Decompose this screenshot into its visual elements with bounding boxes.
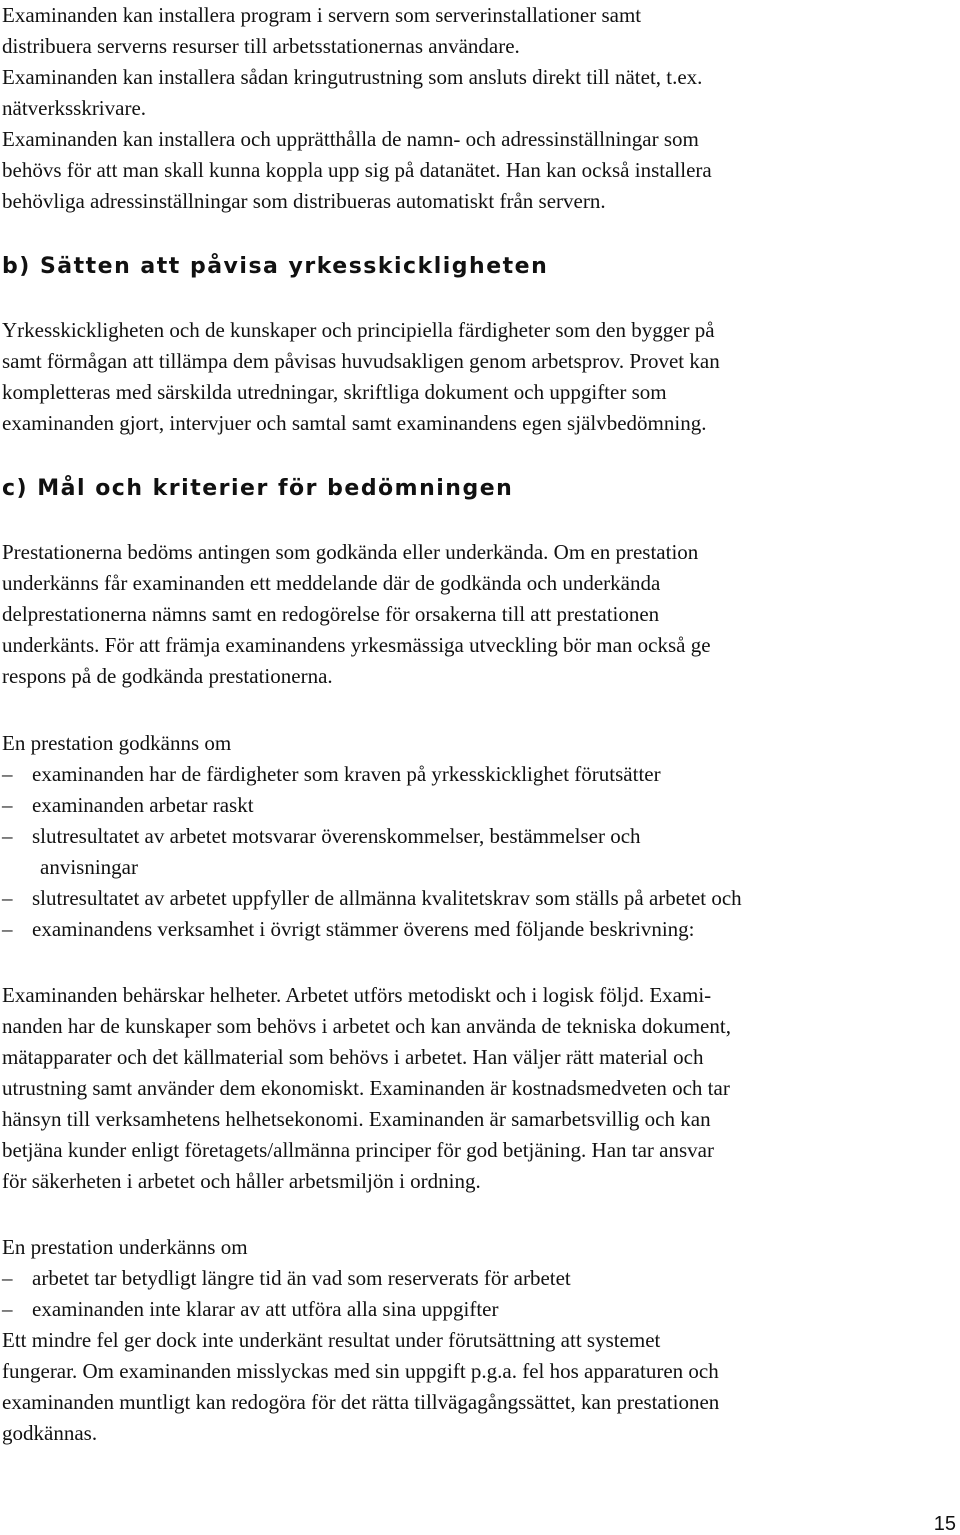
paragraph-line: utrustning samt använder dem ekonomiskt. Examinanden är kostnadsmedveten och tar: [2, 1076, 730, 1100]
closing-line: fungerar. Om examinanden misslyckas med sin uppgift p.g.a. fel hos apparaturen och: [2, 1359, 719, 1383]
list-item: [2, 914, 958, 945]
rejected-criteria: [2, 1232, 958, 1449]
section-b-paragraph: [2, 315, 958, 439]
paragraph-line: underkänns får examinanden ett meddelande där de godkända och underkända: [2, 571, 661, 595]
paragraph-line: nanden har de kunskaper som behövs i arbetet och kan använda de tekniska dokument,: [2, 1014, 731, 1038]
dash-bullet: –: [2, 917, 13, 941]
list-item-continuation: anvisningar: [40, 855, 138, 879]
paragraph-line: för säkerheten i arbetet och håller arbetsmiljön i ordning.: [2, 1169, 481, 1193]
page-number: 15: [933, 1513, 956, 1535]
section-c-paragraph: [2, 537, 958, 692]
intro-line: Examinanden kan installera och upprätthålla de namn- och adressinställningar som: [2, 127, 699, 151]
list-item: [2, 821, 958, 852]
list-item-text: arbetet tar betydligt längre tid än vad som reserverats för arbetet: [32, 1266, 571, 1290]
list-item-text: examinanden inte klarar av att utföra alla sina uppgifter: [32, 1297, 499, 1321]
dash-bullet: –: [2, 1297, 13, 1321]
dash-bullet: –: [2, 824, 13, 848]
paragraph-line: betjäna kunder enligt företagets/allmänna principer för god betjäning. Han tar ansvar: [2, 1138, 714, 1162]
list-item: [2, 1294, 958, 1325]
list-item-text: examinanden har de färdigheter som kraven på yrkesskicklighet förutsätter: [32, 762, 661, 786]
intro-line: nätverksskrivare.: [2, 96, 147, 120]
paragraph-line: delprestationerna nämns samt en redogörelse för orsakerna till att prestationen: [2, 602, 660, 626]
list-item-text: slutresultatet av arbetet uppfyller de allmänna kvalitetskrav som ställs på arbetet och: [32, 886, 742, 910]
approved-intro: En prestation godkänns om: [2, 731, 232, 755]
description-paragraph: [2, 980, 958, 1197]
paragraph-line: mätapparater och det källmaterial som behövs i arbetet. Han väljer rätt material och: [2, 1045, 704, 1069]
list-item: [2, 790, 958, 821]
approved-criteria: [2, 728, 958, 945]
list-item: [2, 1263, 958, 1294]
paragraph-line: respons på de godkända prestationerna.: [2, 664, 333, 688]
paragraph-line: Prestationerna bedöms antingen som godkända eller underkända. Om en prestation: [2, 540, 699, 564]
paragraph-line: kompletteras med särskilda utredningar, skriftliga dokument och uppgifter som: [2, 380, 667, 404]
intro-line: Examinanden kan installera sådan kringutrustning som ansluts direkt till nätet, t.ex.: [2, 65, 703, 89]
dash-bullet: –: [2, 886, 13, 910]
intro-line: behövs för att man skall kunna koppla upp sig på datanätet. Han kan också installera: [2, 158, 712, 182]
paragraph-line: samt förmågan att tillämpa dem påvisas huvudsakligen genom arbetsprov. Provet kan: [2, 349, 720, 373]
dash-bullet: –: [2, 793, 13, 817]
intro-paragraph: [2, 0, 958, 217]
paragraph-line: underkänts. För att främja examinandens yrkesmässiga utveckling bör man också ge: [2, 633, 711, 657]
intro-line: Examinanden kan installera program i servern som serverinstallationer samt: [2, 3, 642, 27]
paragraph-line: Yrkesskickligheten och de kunskaper och principiella färdigheter som den bygger på: [2, 318, 715, 342]
list-item: [2, 883, 958, 914]
closing-line: godkännas.: [2, 1421, 98, 1445]
dash-bullet: –: [2, 1266, 13, 1290]
rejected-intro: En prestation underkänns om: [2, 1235, 248, 1259]
paragraph-line: Examinanden behärskar helheter. Arbetet utförs metodiskt och i logisk följd. Exami-: [2, 983, 712, 1007]
dash-bullet: –: [2, 762, 13, 786]
section-b-heading: b) Sätten att påvisa yrkesskickligheten: [2, 254, 549, 279]
paragraph-line: examinanden gjort, intervjuer och samtal samt examinandens egen självbedömning.: [2, 411, 707, 435]
section-c-heading: c) Mål och kriterier för bedömningen: [2, 476, 514, 501]
closing-line: examinanden muntligt kan redogöra för det rätta tillvägagångssättet, kan prestationen: [2, 1390, 720, 1414]
list-item: [2, 759, 958, 790]
intro-line: behövliga adressinställningar som distribueras automatiskt från servern.: [2, 189, 606, 213]
closing-line: Ett mindre fel ger dock inte underkänt resultat under förutsättning att systemet: [2, 1328, 661, 1352]
list-item-text: examinandens verksamhet i övrigt stämmer överens med följande beskrivning:: [32, 917, 695, 941]
list-item-text: examinanden arbetar raskt: [32, 793, 254, 817]
intro-line: distribuera serverns resurser till arbetsstationernas användare.: [2, 34, 520, 58]
list-item-text: slutresultatet av arbetet motsvarar överenskommelser, bestämmelser och: [32, 824, 641, 848]
paragraph-line: hänsyn till verksamhetens helhetsekonomi. Examinanden är samarbetsvillig och kan: [2, 1107, 711, 1131]
